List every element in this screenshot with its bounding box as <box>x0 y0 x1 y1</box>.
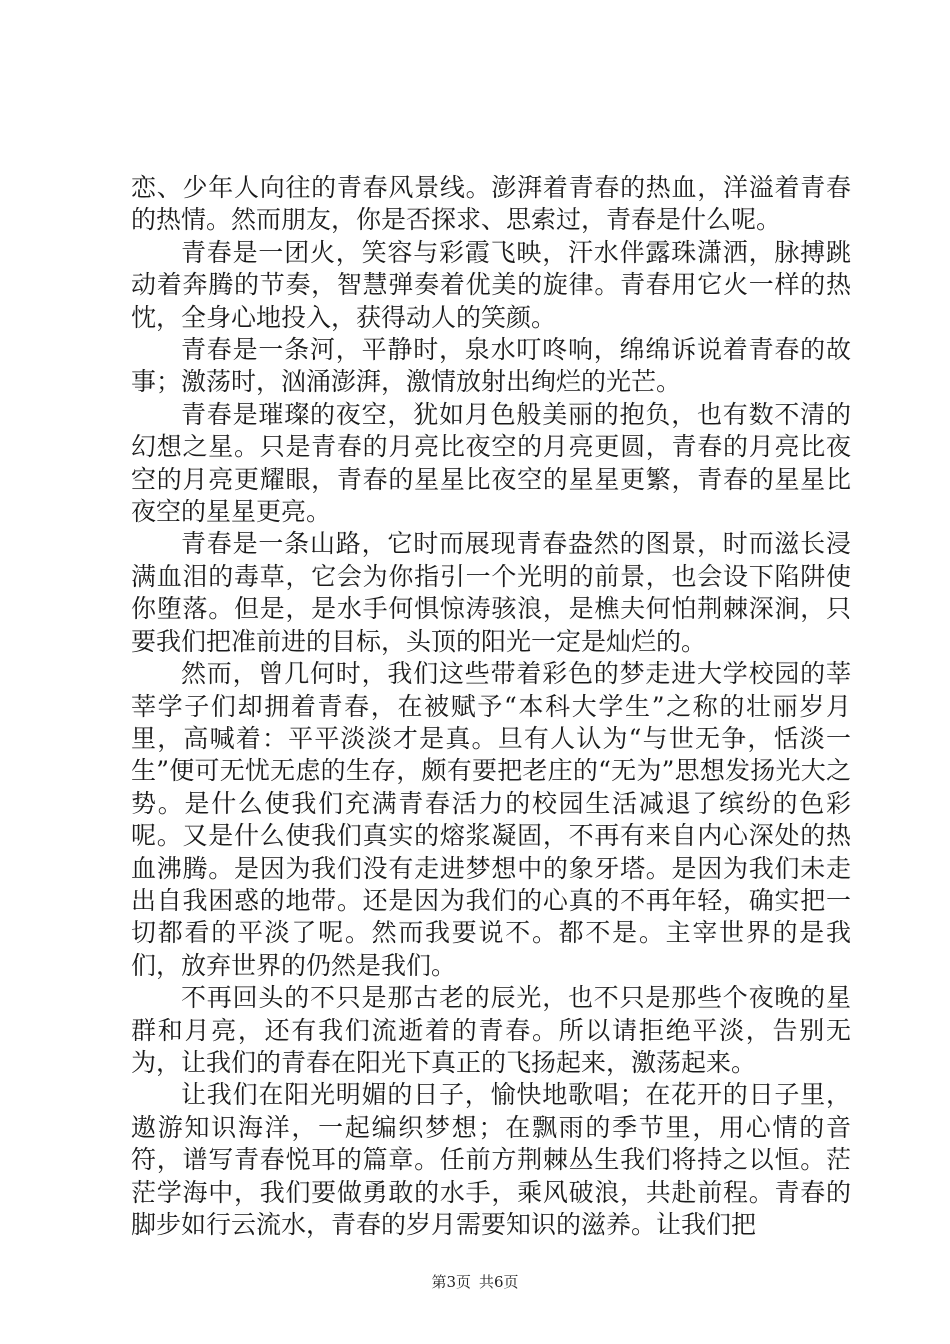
document-body <box>131 172 851 1241</box>
paragraph-2: 青春是一团火，笑容与彩霞飞映，汗水伴露珠潇洒，脉搏跳动着奔腾的节奏，智慧弹奏着优美的旋律。青春用它火一样的热忱，全身心地投入，获得动人的笑颜。 <box>131 237 851 332</box>
page-footer <box>0 1271 950 1292</box>
paragraph-4: 青春是璀璨的夜空，犹如月色般美丽的抱负，也有数不清的幻想之星。只是青春的月亮比夜空的月亮更圆，青春的月亮比夜空的月亮更耀眼，青春的星星比夜空的星星更繁，青春的星星比夜空的星星更亮。 <box>131 399 851 527</box>
paragraph-7: 不再回头的不只是那古老的辰光，也不只是那些个夜晚的星群和月亮，还有我们流逝着的青春。所以请拒绝平淡，告别无为，让我们的青春在阳光下真正的飞扬起来，激荡起来。 <box>131 983 851 1077</box>
paragraph-6: 然而，曾几何时，我们这些带着彩色的梦走进大学校园的莘莘学子们却拥着青春，在被赋予“本科大学生”之称的壮丽岁月里，高喊着：平平淡淡才是真。旦有人认为“与世无争，恬淡一生”便可无忧无虑的生存，颇有要把老庄的“无为”思想发扬光大之势。是什么使我们充满青春活力的校园生活减退了缤纷的色彩呢。又是什么使我们真实的熔浆凝固，不再有来自内心深处的热血沸腾。是因为我们没有走进梦想中的象牙塔。是因为我们未走出自我困惑的地带。还是因为我们的心真的不再年轻，确实把一切都看的平淡了呢。然而我要说不。都不是。主宰世界的是我们，放弃世界的仍然是我们。 <box>131 659 851 980</box>
paragraph-8: 让我们在阳光明媚的日子，愉快地歌唱；在花开的日子里，遨游知识海洋，一起编织梦想；在飘雨的季节里，用心情的音符，谱写青春悦耳的篇章。任前方荆棘丛生我们将持之以恒。茫茫学海中，我们要做勇敢的水手，乘风破浪，共赴前程。青春的脚步如行云流水，青春的岁月需要知识的滋养。让我们把 <box>131 1080 851 1239</box>
paragraph-5: 青春是一条山路，它时而展现青春盎然的图景，时而滋长浸满血泪的毒草，它会为你指引一个光明的前景，也会设下陷阱使你堕落。但是，是水手何惧惊涛骇浪，是樵夫何怕荆棘深涧，只要我们把准前进的目标，头顶的阳光一定是灿烂的。 <box>131 529 851 656</box>
page-number: 第3页 <box>431 1273 471 1291</box>
page-total: 共6页 <box>479 1273 519 1291</box>
paragraph-1: 恋、少年人向往的青春风景线。澎湃着青春的热血，洋溢着青春的热情。然而朋友，你是否探求、思索过，青春是什么呢。 <box>131 173 851 235</box>
paragraph-3: 青春是一条河，平静时，泉水叮咚响，绵绵诉说着青春的故事；激荡时，汹涌澎湃，激情放射出绚烂的光芒。 <box>131 335 851 397</box>
